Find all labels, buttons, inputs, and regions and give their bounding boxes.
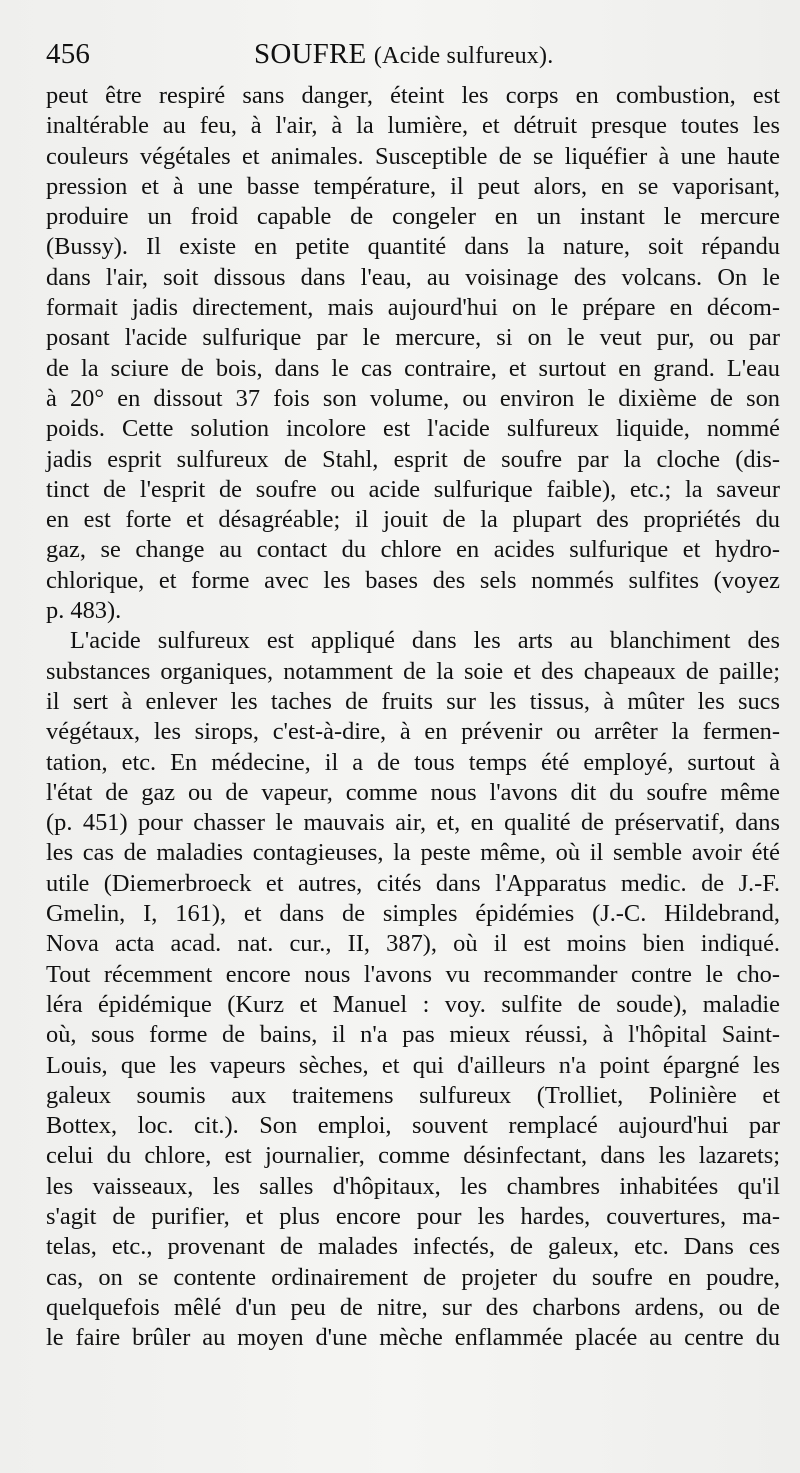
text-line: utile (Diemerbroeck et autres, cités dans l'Apparatus medic. de J.-F. <box>46 869 780 897</box>
text-line: léra épidémique (Kurz et Manuel : voy. sulfite de soude), maladie <box>46 990 780 1018</box>
text-line: en est forte et désagréable; il jouit de la plupart des propriétés du <box>46 506 780 534</box>
text-line: Tout récemment encore nous l'avons vu recommander contre le cho- <box>46 960 780 988</box>
text-line: couleurs végétales et animales. Susceptible de se liquéfier à une haute <box>46 142 780 170</box>
text-line: tinct de l'esprit de soufre ou acide sulfurique faible), etc.; la saveur <box>46 475 780 503</box>
text-line: produire un froid capable de congeler en un instant le mercure <box>46 203 780 231</box>
text-line: formait jadis directement, mais aujourd'hui on le prépare en décom- <box>46 294 780 322</box>
text-line: quelquefois mêlé d'un peu de nitre, sur des charbons ardens, ou de <box>46 1293 780 1321</box>
text-line: il sert à enlever les taches de fruits sur les tissus, à mûter les sucs <box>46 687 780 715</box>
text-line: L'acide sulfureux est appliqué dans les arts au blanchiment des <box>70 627 780 655</box>
running-title <box>254 38 553 71</box>
text-line: p. 483). <box>46 597 122 625</box>
text-line: de la sciure de bois, dans le cas contraire, et surtout en grand. L'eau <box>46 354 780 382</box>
text-line: substances organiques, notamment de la soie et des chapeaux de paille; <box>46 657 780 685</box>
text-line: galeux soumis aux traitemens sulfureux (Trolliet, Polinière et <box>46 1081 780 1109</box>
text-line: végétaux, les sirops, c'est-à-dire, à en prévenir ou arrêter la fermen- <box>46 718 780 746</box>
page-number: 456 <box>46 38 91 70</box>
text-line: s'agit de purifier, et plus encore pour les hardes, couvertures, ma- <box>46 1202 780 1230</box>
text-line: Bottex, loc. cit.). Son emploi, souvent remplacé aujourd'hui par <box>46 1112 780 1140</box>
text-line: dans l'air, soit dissous dans l'eau, au voisinage des volcans. On le <box>46 263 780 291</box>
text-line: telas, etc., provenant de malades infectés, de galeux, etc. Dans ces <box>46 1233 780 1261</box>
running-title-main: SOUFRE <box>254 38 367 70</box>
text-line: Nova acta acad. nat. cur., II, 387), où il est moins bien indiqué. <box>46 930 780 958</box>
text-line: (Bussy). Il existe en petite quantité dans la nature, soit répandu <box>46 233 780 261</box>
text-line: poids. Cette solution incolore est l'acide sulfureux liquide, nommé <box>46 415 780 443</box>
page-header <box>46 38 746 78</box>
text-line: cas, on se contente ordinairement de projeter du soufre en poudre, <box>46 1263 780 1291</box>
text-line: gaz, se change au contact du chlore en acides sulfurique et hydro- <box>46 536 780 564</box>
text-line: tation, etc. En médecine, il a de tous temps été employé, surtout à <box>46 748 780 776</box>
text-line: le faire brûler au moyen d'une mèche enflammée placée au centre du <box>46 1324 780 1352</box>
text-line: posant l'acide sulfurique par le mercure, si on le veut pur, ou par <box>46 324 780 352</box>
text-line: les cas de maladies contagieuses, la peste même, où il semble avoir été <box>46 839 780 867</box>
text-line: à 20° en dissout 37 fois son volume, ou environ le dixième de son <box>46 384 780 412</box>
running-title-subtitle: (Acide sulfureux). <box>373 43 554 69</box>
text-line: chlorique, et forme avec les bases des sels nommés sulfites (voyez <box>46 566 780 594</box>
text-line: les vaisseaux, les salles d'hôpitaux, les chambres inhabitées qu'il <box>46 1172 780 1200</box>
text-line: l'état de gaz ou de vapeur, comme nous l'avons dit du soufre même <box>46 778 780 806</box>
paragraph <box>46 626 780 1353</box>
paragraph <box>46 81 780 626</box>
text-line: pression et à une basse température, il peut alors, en se vaporisant, <box>46 172 780 200</box>
text-line: où, sous forme de bains, il n'a pas mieux réussi, à l'hôpital Saint- <box>46 1021 780 1049</box>
text-line: Louis, que les vapeurs sèches, et qui d'ailleurs n'a point épargné les <box>46 1051 780 1079</box>
text-line: (p. 451) pour chasser le mauvais air, et, en qualité de préservatif, dans <box>46 809 780 837</box>
text-line: celui du chlore, est journalier, comme désinfectant, dans les lazarets; <box>46 1142 780 1170</box>
text-line: jadis esprit sulfureux de Stahl, esprit de soufre par la cloche (dis- <box>46 445 780 473</box>
text-line: inaltérable au feu, à l'air, à la lumière, et détruit presque toutes les <box>46 112 780 140</box>
text-line: Gmelin, I, 161), et dans de simples épidémies (J.-C. Hildebrand, <box>46 900 780 928</box>
body-text <box>46 81 780 1353</box>
text-line: peut être respiré sans danger, éteint les corps en combustion, est <box>46 82 780 109</box>
